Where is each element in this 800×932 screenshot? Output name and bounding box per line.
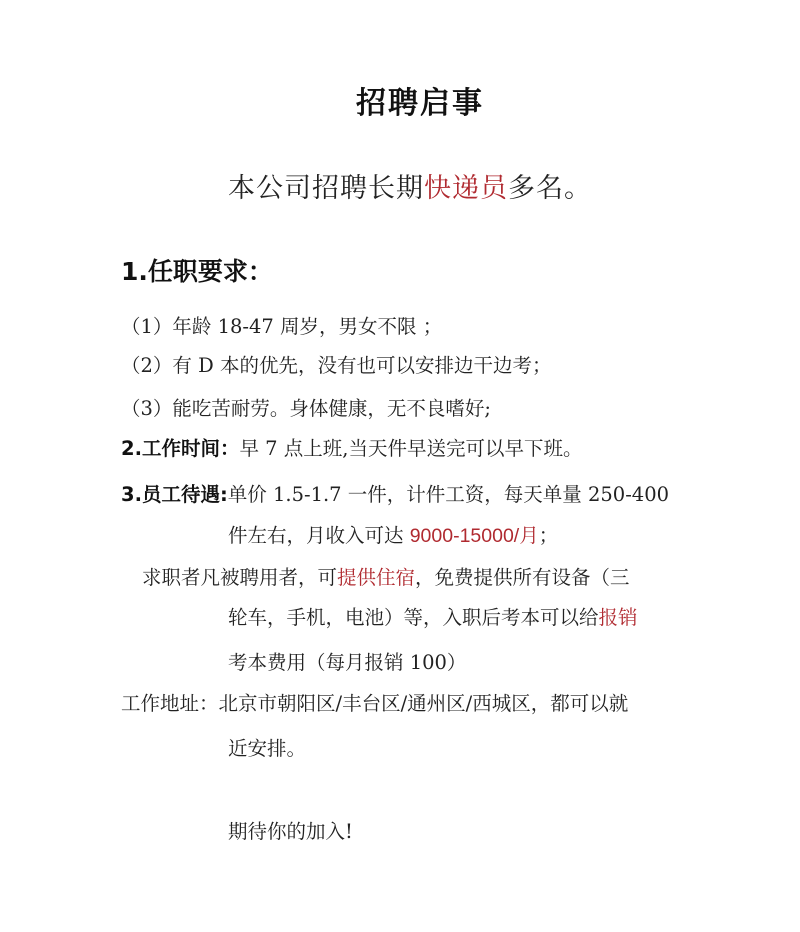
intro-highlight: 快递员 [424,173,508,204]
benefit-text: 求职者凡被聘用者，可 [142,566,338,589]
benefit-line2 [228,602,638,630]
section3-heading: 3.员工待遇: [121,483,228,506]
benefit-line1 [142,562,630,590]
requirement-item: （3）能吃苦耐劳。身体健康，无不良嗜好; [121,397,491,420]
section2-text: 早 7 点上班,当天件早送完可以早下班。 [239,437,583,460]
intro-line [228,166,592,205]
reimburse-highlight: 报销 [598,606,638,629]
intro-text: 本公司招聘长期 [228,173,424,204]
section1-heading: 1.任职要求： [121,257,273,286]
section3-pay-text: 单价 1.5-1.7 一件，计件工资，每天单量 250-400 [227,483,670,506]
income-text: 件左右，月收入可达 [228,524,410,547]
closing-line: 期待你的加入! [228,820,353,843]
section3-line1 [121,479,669,507]
section2-heading: 2.工作时间： [121,437,240,460]
location-label: 工作地址： [121,692,219,715]
location-line2: 近安排。 [228,737,307,760]
location-text: 北京市朝阳区/丰台区/通州区/西城区，都可以就 [218,692,629,715]
benefit-text: 轮车，手机，电池）等，入职后考本可以给 [228,606,599,629]
requirement-item: （2）有 D 本的优先，没有也可以安排边干边考； [121,354,552,377]
benefit-line3: 考本费用（每月报销 100） [228,651,467,674]
section2-line [121,433,583,461]
income-text-end: ； [538,524,559,547]
section3-line2 [228,520,558,548]
requirement-item: （1）年龄 18-47 周岁，男女不限 ； [121,315,443,338]
income-highlight: 9000-15000/月 [409,525,539,547]
page-title: 招聘启事 [356,86,484,121]
intro-text-end: 多名。 [508,173,592,204]
location-line1 [121,688,628,716]
housing-highlight: 提供住宿 [337,566,416,589]
benefit-text-end: ，免费提供所有设备（三 [415,566,630,589]
